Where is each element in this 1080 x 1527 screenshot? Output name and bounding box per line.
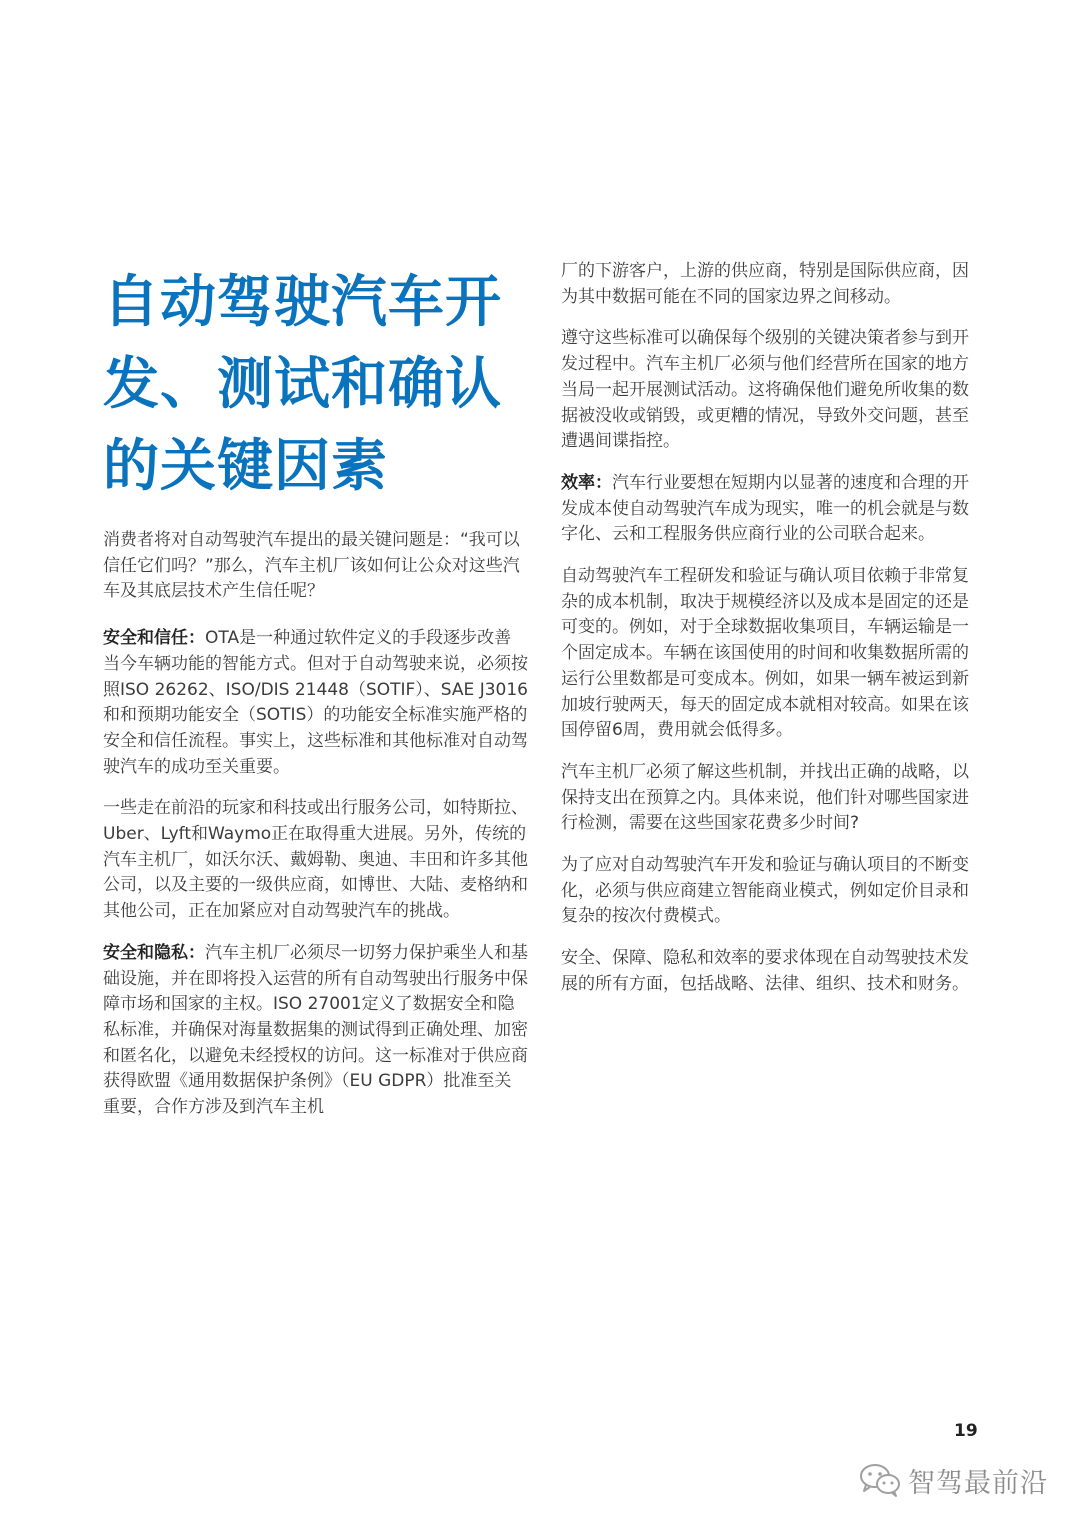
right-column — [561, 259, 973, 1014]
security-privacy-paragraph — [103, 941, 528, 1121]
efficiency-paragraph — [561, 471, 973, 548]
page-number: 19 — [954, 1421, 978, 1441]
wechat-icon — [858, 1462, 902, 1498]
players-paragraph: 一些走在前沿的玩家和科技或出行服务公司，如特斯拉、Uber、Lyft和Waymo正在取得重大进展。另外，传统的汽车主机厂，如沃尔沃、戴姆勒、奥迪、丰田和许多其他公司，以及主要的一级供应商，如博世、大陆、麦格纳和其他公司，正在加紧应对自动驾驶汽车的挑战。 — [103, 798, 528, 922]
safety-trust-label: 安全和信任： — [103, 628, 205, 649]
security-privacy-text: 汽车主机厂必须尽一切努力保护乘坐人和基础设施，并在即将投入运营的所有自动驾驶出行服务中保障市场和国家的主权。ISO 27001定义了数据安全和隐私标准，并确保对海量数据集的测试得到正确处理、加密和匿名化，以避免未经授权的访问。这一标准对于供应商获得欧盟《通用数据保护条例》（EU GDPR）批准至关重要，合作方涉及到汽车主机 — [103, 942, 528, 1118]
safety-trust-paragraph — [103, 626, 528, 780]
security-privacy-label: 安全和隐私： — [103, 942, 205, 963]
cost-paragraph: 自动驾驶汽车工程研发和验证与确认项目依赖于非常复杂的成本机制，取决于规模经济以及成本是固定的还是可变的。例如，对于全球数据收集项目，车辆运输是一个固定成本。车辆在该国使用的时间和收集数据所需的运行公里数都是可变成本。例如，如果一辆车被运到新加坡行驶两天，每天的固定成本就相对较高。如果在该国停留6周，费用就会低得多。 — [561, 566, 969, 741]
compliance-paragraph: 遵守这些标准可以确保每个级别的关键决策者参与到开发过程中。汽车主机厂必须与他们经营所在国家的地方当局一起开展测试活动。这将确保他们避免所收集的数据被没收或销毁，或更糟的情况，导致外交问题，甚至遭遇间谍指控。 — [561, 328, 969, 452]
intro-paragraph: 消费者将对自动驾驶汽车提出的最关键问题是：“我可以信任它们吗？”那么，汽车主机厂该如何让公众对这些汽车及其底层技术产生信任呢？ — [103, 530, 520, 602]
summary-paragraph: 安全、保障、隐私和效率的要求体现在自动驾驶技术发展的所有方面，包括战略、法律、组织、技术和财务。 — [561, 948, 969, 994]
efficiency-label: 效率： — [561, 472, 612, 493]
continuation-paragraph: 厂的下游客户，上游的供应商，特别是国际供应商，因为其中数据可能在不同的国家边界之间移动。 — [561, 261, 969, 307]
efficiency-text: 汽车行业要想在短期内以显著的速度和合理的开发成本使自动驾驶汽车成为现实，唯一的机会就是与数字化、云和工程服务供应商行业的公司联合起来。 — [561, 472, 969, 545]
page-title: 自动驾驶汽车开发、测试和确认的关键因素 — [103, 270, 502, 499]
mechanism-paragraph: 汽车主机厂必须了解这些机制，并找出正确的战略，以保持支出在预算之内。具体来说，他们针对哪些国家进行检测，需要在这些国家花费多少时间? — [561, 761, 969, 834]
watermark-text: 智驾最前沿 — [908, 1467, 1048, 1499]
watermark — [858, 1460, 1048, 1500]
business-model-paragraph: 为了应对自动驾驶汽车开发和验证与确认项目的不断变化，必须与供应商建立智能商业模式，例如定价目录和复杂的按次付费模式。 — [561, 855, 969, 927]
safety-trust-text: OTA是一种通过软件定义的手段逐步改善当今车辆功能的智能方式。但对于自动驾驶来说，必须按照ISO 26262、ISO/DIS 21448（SOTIF）、SAE J3016和和预期功能安全（SOTIS）的功能安全标准实施严格的安全和信任流程。事实上，这些标准和其他标准对自动驾驶汽车的成功至关重要。 — [103, 628, 528, 777]
left-column — [103, 528, 528, 1137]
